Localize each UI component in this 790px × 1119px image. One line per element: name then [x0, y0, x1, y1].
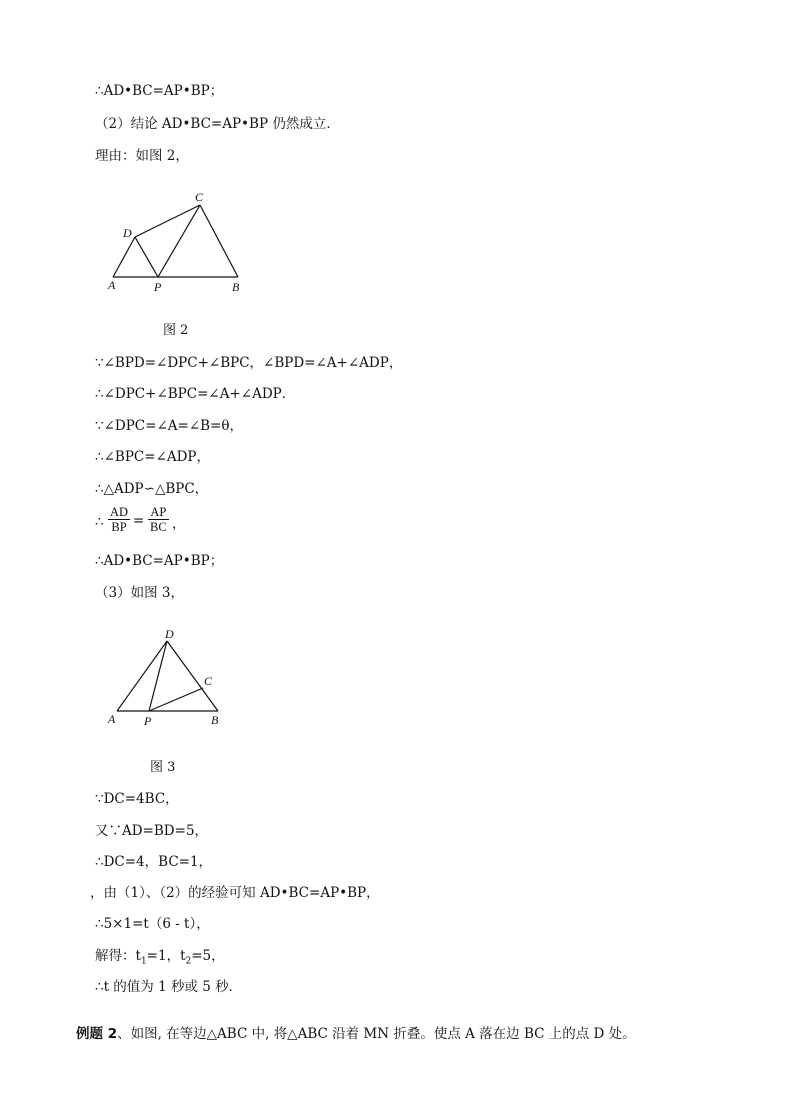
figure-3-caption: 图 3 — [150, 760, 176, 775]
solution-part-c: =5， — [191, 948, 225, 964]
line-angle-sum: ∴∠DPC+∠BPC=∠A+∠ADP． — [95, 386, 296, 402]
fig2-segment-dp — [135, 237, 158, 277]
equals-sign: = — [133, 513, 145, 529]
solution-part-a: 解得：t — [95, 948, 141, 964]
line-solution — [95, 947, 225, 971]
subscript-2: 2 — [185, 956, 192, 967]
line-dc-bc-values: ∴DC=4，BC=1， — [95, 854, 213, 870]
fig3-segment-pc — [149, 688, 203, 711]
solution-part-b: =1，t — [146, 948, 186, 964]
fig2-segment-cb — [200, 205, 238, 277]
fig2-segment-ad — [113, 237, 135, 277]
line-similar: ∴△ADP∽△BPC， — [95, 481, 209, 497]
fig3-segment-dp — [149, 641, 167, 711]
line-ad-bd: 又∵AD=BD=5， — [95, 823, 209, 839]
fig3-segment-ad — [117, 641, 167, 711]
fraction-numerator: AD — [110, 505, 129, 519]
fig2-label-a: A — [108, 278, 116, 292]
fig2-label-b: B — [232, 280, 240, 294]
line-part3: （3）如图 3， — [95, 585, 184, 601]
example-2-text: 、如图, 在等边△ABC 中, 将△ABC 沿着 MN 折叠。使点 A 落在边 BC 上的点 D 处。 — [117, 1026, 636, 1042]
fig3-label-d: D — [165, 627, 174, 641]
line-fraction-suffix: ， — [172, 516, 186, 532]
line-fraction-prefix: ∴ — [95, 514, 104, 530]
fraction-ad-bp — [108, 505, 130, 534]
fraction-numerator: AP — [150, 505, 167, 519]
line-conclusion-1: ∴AD•BC=AP•BP； — [95, 83, 224, 99]
fig2-label-d: D — [123, 226, 132, 240]
example-2-title: 例题 2 — [76, 1026, 118, 1042]
line-equation: ∴5×1=t（6 - t）， — [95, 916, 210, 932]
line-angle-theta: ∵∠DPC=∠A=∠B=θ， — [95, 418, 243, 434]
fraction-denominator: BP — [111, 520, 127, 534]
fig3-label-p: P — [144, 714, 152, 728]
fig3-label-a: A — [108, 712, 116, 726]
line-conclusion-2: ∴AD•BC=AP•BP； — [95, 553, 224, 569]
fig3-label-c: C — [204, 674, 213, 688]
line-t-value: ∴t 的值为 1 秒或 5 秒． — [95, 979, 243, 995]
line-angle-bpd: ∵∠BPD=∠DPC+∠BPC，∠BPD=∠A+∠ADP， — [95, 355, 403, 371]
line-reason: 理由：如图 2， — [95, 148, 189, 164]
example-2-heading — [76, 1025, 636, 1043]
figure-2-caption: 图 2 — [163, 323, 189, 338]
fig3-label-b: B — [211, 713, 219, 727]
fraction-denominator: BC — [150, 520, 167, 534]
fraction-ap-bc — [148, 505, 169, 534]
line-angle-bpc: ∴∠BPC=∠ADP， — [95, 449, 211, 465]
line-part2-statement: （2）结论 AD•BC=AP•BP 仍然成立． — [95, 116, 340, 132]
fig2-label-p: P — [154, 280, 162, 294]
line-dc-4bc: ∵DC=4BC， — [95, 791, 179, 807]
fig2-segment-pc — [158, 205, 200, 277]
fig2-label-c: C — [195, 190, 204, 204]
subscript-1: 1 — [140, 956, 147, 967]
fig2-segment-dc — [135, 205, 200, 237]
line-experience: ，由（1）、（2）的经验可知 AD•BC=AP•BP， — [90, 885, 380, 901]
